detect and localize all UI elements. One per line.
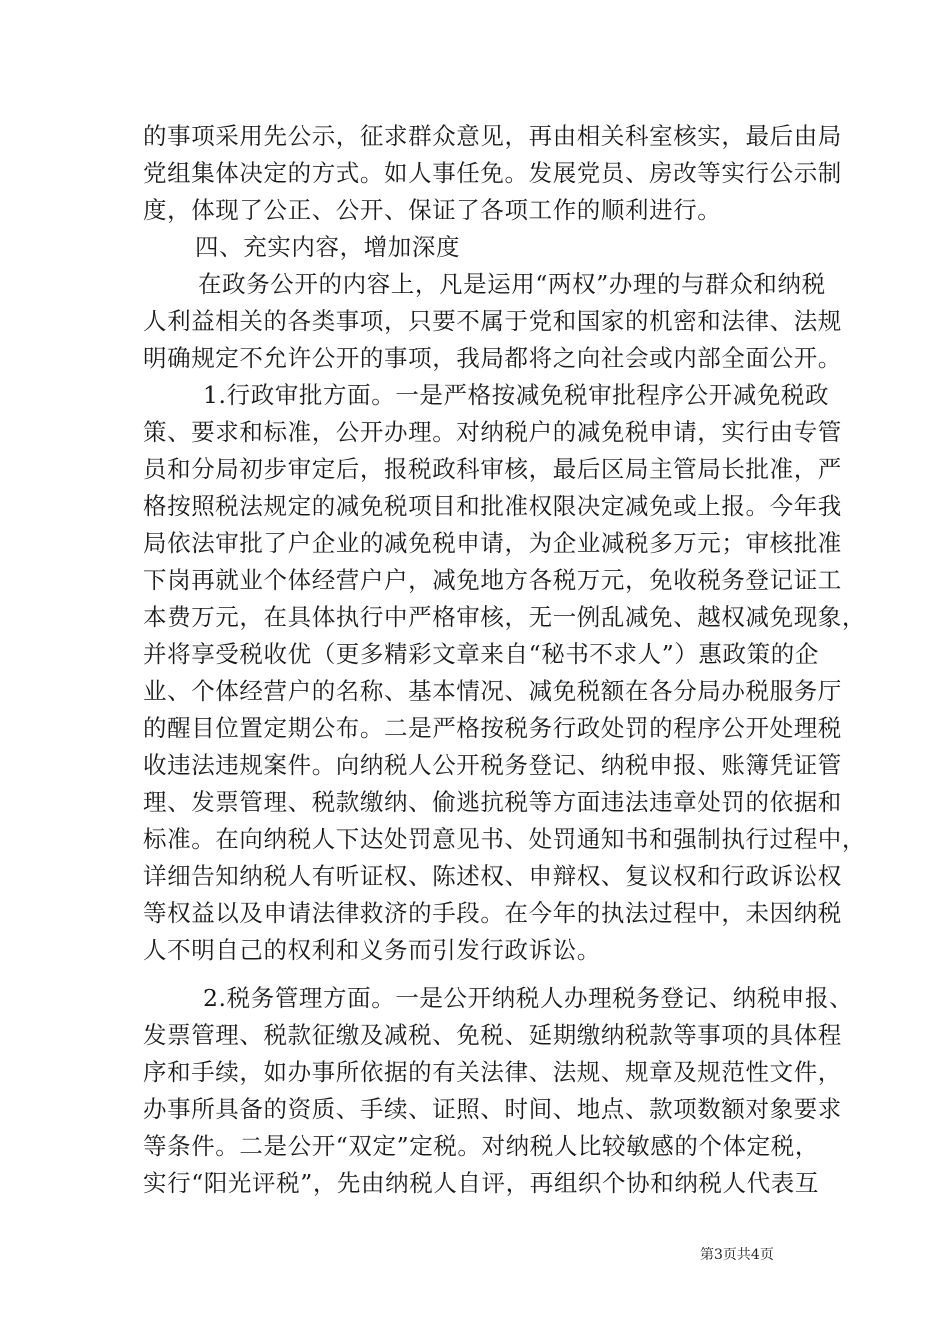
text-line: 策、要求和标准，公开办理。对纳税户的减免税申请，实行由专管 bbox=[143, 418, 842, 446]
text-line: 详细告知纳税人有听证权、陈述权、申辩权、复议权和行政诉讼权 bbox=[143, 862, 842, 890]
text-line: 2.税务管理方面。一是公开纳税人办理税务登记、纳税申报、 bbox=[203, 984, 854, 1012]
page-number: 第3页共4页 bbox=[700, 1247, 774, 1263]
text-line: 业、个体经营户的名称、基本情况、减免税额在各分局办税服务厅 bbox=[143, 677, 842, 705]
text-line: 员和分局初步审定后，报税政科审核，最后区局主管局长批准，严 bbox=[143, 455, 842, 483]
text-line: 标准。在向纳税人下达处罚意见书、处罚通知书和强制执行过程中， bbox=[143, 825, 866, 853]
text-line: 等条件。二是公开“双定”定税。对纳税人比较敏感的个体定税， bbox=[143, 1132, 819, 1160]
text-line: 党组集体决定的方式。如人事任免。发展党员、房改等实行公示制 bbox=[143, 159, 842, 187]
text-line: 理、发票管理、税款缴纳、偷逃抗税等方面违法违章处罚的依据和 bbox=[143, 788, 842, 816]
text-line: 等权益以及申请法律救济的手段。在今年的执法过程中，未因纳税 bbox=[143, 899, 842, 927]
text-line: 1.行政审批方面。一是严格按减免税审批程序公开减免税政 bbox=[203, 381, 830, 409]
text-line: 下岗再就业个体经营户户，减免地方各税万元，免收税务登记证工 bbox=[143, 566, 842, 594]
text-line: 收违法违规案件。向纳税人公开税务登记、纳税申报、账簿凭证管 bbox=[143, 751, 842, 779]
text-line: 在政务公开的内容上，凡是运用“两权”办理的与群众和纳税 bbox=[198, 270, 826, 298]
text-line: 局依法审批了户企业的减免税申请，为企业减税多万元；审核批准 bbox=[143, 529, 842, 557]
text-line: 序和手续，如办事所依据的有关法律、法规、规章及规范性文件， bbox=[143, 1058, 842, 1086]
text-line: 人利益相关的各类事项，只要不属于党和国家的机密和法律、法规 bbox=[143, 307, 842, 335]
text-line: 实行“阳光评税”，先由纳税人自评，再组织个协和纳税人代表互 bbox=[143, 1169, 819, 1197]
text-line: 格按照税法规定的减免税项目和批准权限决定减免或上报。今年我 bbox=[143, 492, 842, 520]
section-heading: 四、充实内容，增加深度 bbox=[195, 233, 461, 261]
text-line: 度，体现了公正、公开、保证了各项工作的顺利进行。 bbox=[143, 196, 722, 224]
text-line: 人不明自己的权利和义务而引发行政诉讼。 bbox=[143, 936, 601, 964]
text-line: 并将享受税收优（更多精彩文章来自“秘书不求人”）惠政策的企 bbox=[143, 640, 819, 668]
text-line: 明确规定不允许公开的事项，我局都将之向社会或内部全面公开。 bbox=[143, 344, 842, 372]
text-line: 的事项采用先公示，征求群众意见，再由相关科室核实，最后由局 bbox=[143, 122, 842, 150]
text-line: 发票管理、税款征缴及减税、免税、延期缴纳税款等事项的具体程 bbox=[143, 1021, 842, 1049]
text-line: 本费万元，在具体执行中严格审核，无一例乱减免、越权减免现象， bbox=[143, 603, 866, 631]
text-line: 办事所具备的资质、手续、证照、时间、地点、款项数额对象要求 bbox=[143, 1095, 842, 1123]
text-line: 的醒目位置定期公布。二是严格按税务行政处罚的程序公开处理税 bbox=[143, 714, 842, 742]
